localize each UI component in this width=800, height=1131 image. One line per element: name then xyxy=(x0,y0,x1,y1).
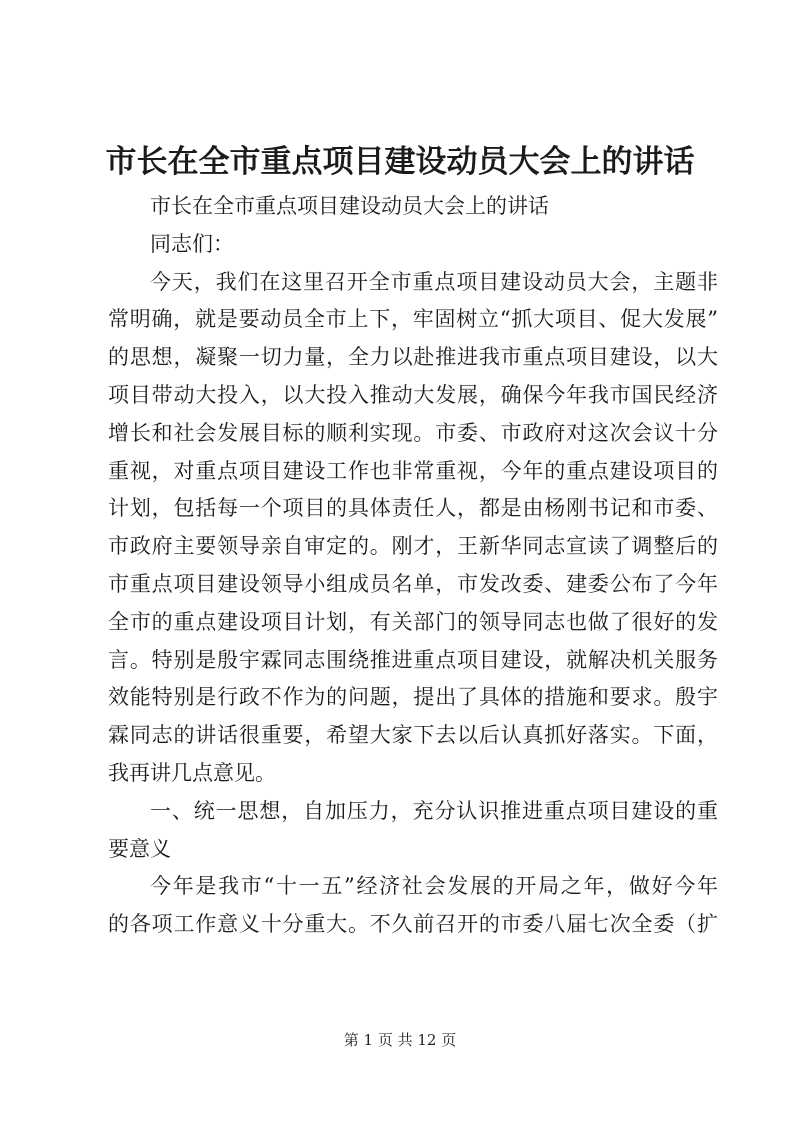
paragraph-line: 今年是我市“十一五”经济社会发展的开局之年，做好今年 xyxy=(150,874,718,899)
paragraph-line: 的各项工作意义十分重大。不久前召开的市委八届七次全委（扩 xyxy=(108,912,718,937)
paragraph-line: 项目带动大投入，以大投入推动大发展，确保今年我市国民经济 xyxy=(108,382,718,407)
section-heading-line: 要意义 xyxy=(108,836,171,861)
paragraph-line: 市政府主要领导亲自审定的。刚才，王新华同志宣读了调整后的 xyxy=(108,534,718,559)
paragraph-line: 常明确，就是要动员全市上下，牢固树立“抓大项目、促大发展” xyxy=(108,307,718,332)
paragraph-line: 的思想，凝聚一切力量，全力以赴推进我市重点项目建设，以大 xyxy=(108,345,718,370)
paragraph-line: 今天，我们在这里召开全市重点项目建设动员大会，主题非 xyxy=(150,269,718,294)
paragraph-line: 言。特别是殷宇霖同志围绕推进重点项目建设，就解决机关服务 xyxy=(108,647,718,672)
paragraph-line: 重视，对重点项目建设工作也非常重视，今年的重点建设项目的 xyxy=(108,458,718,483)
paragraph-line: 效能特别是行政不作为的问题，提出了具体的措施和要求。殷宇 xyxy=(108,685,718,710)
paragraph-line: 全市的重点建设项目计划，有关部门的领导同志也做了很好的发 xyxy=(108,609,718,634)
document-title: 市长在全市重点项目建设动员大会上的讲话 xyxy=(105,144,695,180)
paragraph-line: 增长和社会发展目标的顺利实现。市委、市政府对这次会议十分 xyxy=(108,420,718,445)
paragraph-line: 我再讲几点意见。 xyxy=(108,760,276,785)
paragraph-line: 市重点项目建设领导小组成员名单，市发改委、建委公布了今年 xyxy=(108,571,718,596)
document-body xyxy=(108,188,718,944)
page-number-footer: 第 1 页 共 12 页 xyxy=(343,1031,457,1049)
section-heading-line: 一、统一思想，自加压力，充分认识推进重点项目建设的重 xyxy=(150,798,718,823)
salutation: 同志们： xyxy=(150,231,234,256)
paragraph-line: 霖同志的讲话很重要，希望大家下去以后认真抓好落实。下面， xyxy=(108,723,718,748)
document-subtitle: 市长在全市重点项目建设动员大会上的讲话 xyxy=(150,194,549,218)
paragraph-line: 计划，包括每一个项目的具体责任人，都是由杨刚书记和市委、 xyxy=(108,496,718,521)
